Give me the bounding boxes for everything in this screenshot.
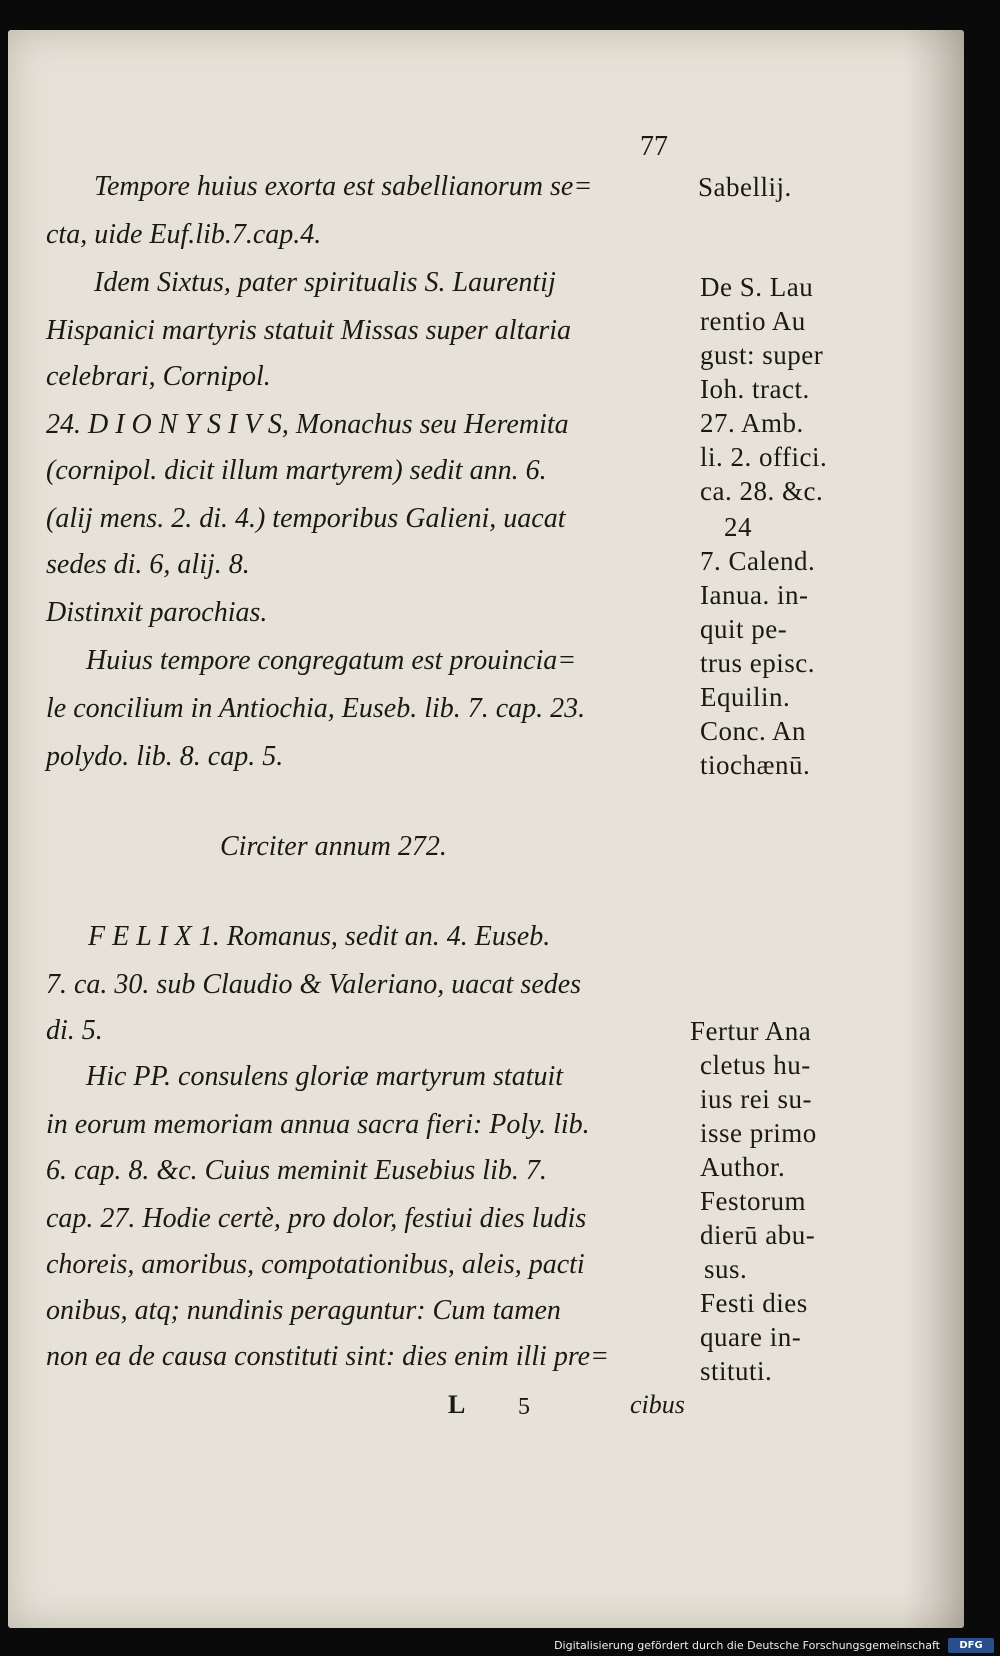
margin-note: 27. Amb.	[700, 408, 804, 438]
digitization-credit: Digitalisierung gefördert durch die Deutsche Forschungsgemeinschaft	[554, 1639, 940, 1652]
margin-note: sus.	[704, 1254, 748, 1284]
margin-note: Ioh. tract.	[700, 374, 810, 404]
main-text-line: le concilium in Antiochia, Euseb. lib. 7. cap. 23.	[46, 693, 586, 724]
main-text-line: F E L I X 1. Romanus, sedit an. 4. Euseb.	[88, 921, 551, 952]
margin-note: De S. Lau	[700, 272, 814, 302]
margin-note: ca. 28. &c.	[700, 476, 824, 506]
catch-word: cibus	[630, 1390, 685, 1419]
margin-note: rentio Au	[700, 306, 806, 336]
signature-number: 5	[518, 1394, 530, 1420]
main-text-line: choreis, amoribus, compotationibus, aleis, pacti	[46, 1249, 585, 1280]
margin-note: Equilin.	[700, 682, 791, 712]
main-text-line: Hic PP. consulens gloriæ martyrum statuit	[86, 1061, 564, 1092]
main-text-line: non ea de causa constituti sint: dies enim illi pre=	[46, 1341, 610, 1372]
margin-note: isse primo	[700, 1118, 817, 1148]
main-text-line: Idem Sixtus, pater spiritualis S. Laurentij	[94, 267, 556, 298]
margin-note: Conc. An	[700, 716, 807, 746]
margin-note: stituti.	[700, 1356, 773, 1386]
main-text-line: onibus, atq; nundinis peraguntur: Cum tamen	[46, 1295, 561, 1326]
main-text-line: celebrari, Cornipol.	[46, 361, 271, 392]
book-page	[8, 30, 964, 1628]
margin-note: gust: super	[700, 340, 824, 370]
main-text-line: cta, uide Euf.lib.7.cap.4.	[46, 219, 322, 250]
main-text-line: Huius tempore congregatum est prouincia=	[86, 645, 577, 676]
margin-note: quit pe-	[700, 614, 788, 644]
main-text-line: 7. ca. 30. sub Claudio & Valeriano, uacat sedes	[46, 969, 582, 1000]
main-text-line: di. 5.	[46, 1015, 103, 1046]
main-text-line: 24. D I O N Y S I V S, Monachus seu Heremita	[46, 409, 569, 440]
main-text-line: Tempore huius exorta est sabellianorum se=	[94, 171, 593, 202]
main-text-line: sedes di. 6, alij. 8.	[46, 549, 250, 580]
margin-note: Sabellij.	[698, 172, 792, 202]
margin-note: Festi dies	[700, 1288, 808, 1318]
margin-note: trus episc.	[700, 648, 815, 678]
page-number: 77	[640, 131, 668, 162]
main-text-line: in eorum memoriam annua sacra fieri: Poly. lib.	[46, 1109, 590, 1140]
main-text-line: Distinxit parochias.	[46, 597, 268, 628]
margin-note: 7. Calend.	[700, 546, 816, 576]
main-text-line: Hispanici martyris statuit Missas super altaria	[46, 315, 572, 346]
main-text-line: (cornipol. dicit illum martyrem) sedit ann. 6.	[46, 455, 547, 486]
margin-note: li. 2. offici.	[700, 442, 828, 472]
main-text-line: polydo. lib. 8. cap. 5.	[46, 741, 284, 772]
margin-note: dierū abu-	[700, 1220, 816, 1250]
margin-note: ius rei su-	[700, 1084, 812, 1114]
main-text-line: (alij mens. 2. di. 4.) temporibus Galieni, uacat	[46, 503, 566, 534]
signature-mark: L	[448, 1390, 466, 1419]
margin-note: cletus hu-	[700, 1050, 811, 1080]
margin-note: tiochænū.	[700, 750, 811, 780]
section-heading: Circiter annum 272.	[220, 831, 447, 862]
main-text-line: cap. 27. Hodie certè, pro dolor, festiui dies ludis	[46, 1203, 587, 1234]
dfg-logo: DFG	[948, 1638, 994, 1653]
margin-note: Ianua. in-	[700, 580, 809, 610]
main-text-line: 6. cap. 8. &c. Cuius meminit Eusebius lib. 7.	[46, 1155, 547, 1186]
margin-note: 24	[724, 512, 752, 542]
margin-note: Fertur Ana	[690, 1016, 812, 1046]
margin-note: Festorum	[700, 1186, 807, 1216]
margin-note: quare in-	[700, 1322, 802, 1352]
margin-note: Author.	[700, 1152, 786, 1182]
